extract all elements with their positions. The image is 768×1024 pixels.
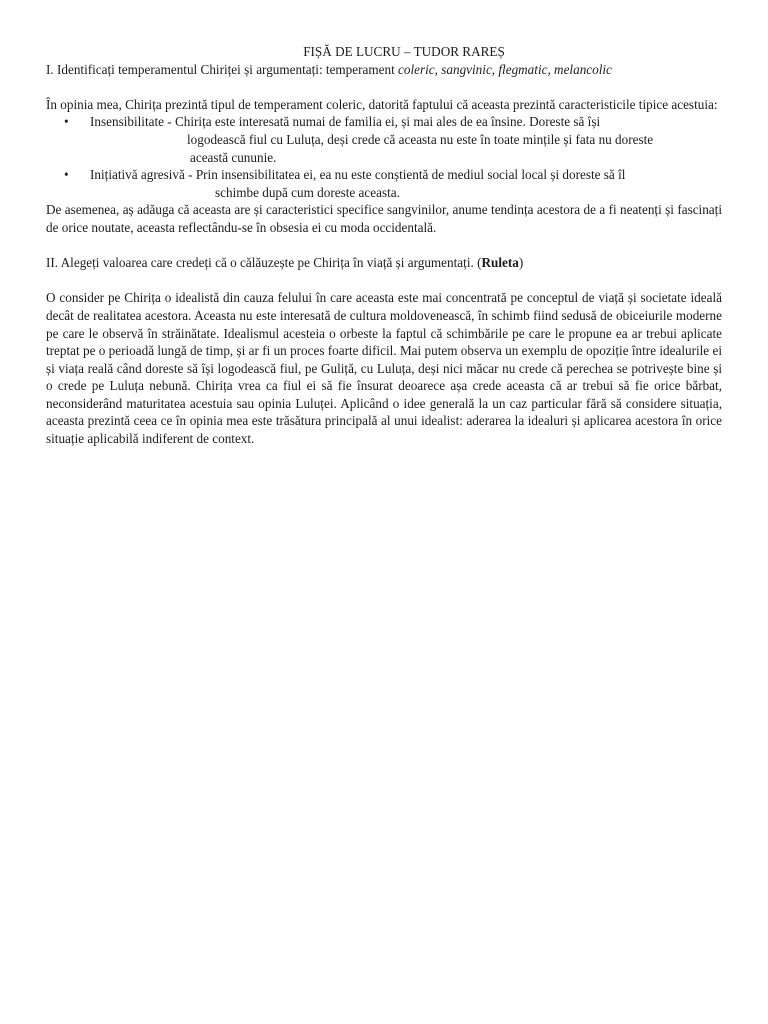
worksheet-content	[46, 43, 722, 448]
answer-1-intro: În opinia mea, Chirița prezintă tipul de temperament coleric, datorită faptului că aceasta prezintă caracteristicile tipice acestuia:	[46, 96, 718, 112]
question-2	[46, 254, 722, 272]
question-2-suffix: )	[518, 255, 524, 271]
trait-item-insensibilitate	[64, 113, 722, 166]
trait-1-line-2: logodească fiul cu Luluța, deși crede că aceasta nu este în toate mințile și fata nu doreste	[187, 131, 654, 147]
question-1-text: I. Identificați temperamentul Chiriței și argumentați: temperament	[46, 61, 399, 77]
spacer	[46, 237, 722, 255]
question-2-value: Ruleta	[481, 255, 519, 271]
question-2-text: II. Alegeți valoarea care credeți că o călăuzește pe Chirița în viață și argumentați. (	[46, 255, 482, 271]
trait-2-line-1: Inițiativă agresivă - Prin insensibilitatea ei, ea nu este conștientă de mediul social local și doreste să îl	[90, 167, 626, 183]
trait-list	[46, 113, 722, 201]
answer-2: O consider pe Chirița o idealistă din cauza felului în care aceasta este mai concentrată pe conceptul de viață și societate ideală decât de realitatea acestora. Aceasta nu este interesată de cultura moldovenească, în schimb fiind sedusă de obiceiurile moderne pe care le observă în străinătate. Idealismul acesteia o orbeste la faptul că schimbările pe care le propune ea ar trebui aplicate treptat pe o perioadă lungă de timp, și ar fi un proces foarte dificil. Mai putem observa un exemplu de opoziție între idealurile ei și viața reală când doreste să își logodească fiul, pe Guliță, cu Luluța, deși nici măcar nu crede că perechea se potrivește bine și o crede pe Luluța nebună. Chirița vrea ca fiul ei să fie însurat deoarece așa crede aceasta că ar trebui să fie orice bărbat, neconsiderând maturitatea acestuia sau opinia Luluței. Aplicând o idee generală la un caz particular fără să considere situația, aceasta prezintă ceea ce în opinia mea este trăsătura principală al unui idealist: aderarea la idealuri și aplicarea acestora în orice situație aplicabilă indiferent de context.	[46, 290, 722, 447]
spacer	[46, 272, 722, 290]
trait-1-line-3: această cununie.	[190, 149, 277, 165]
bullet-icon: •	[64, 167, 69, 183]
trait-2-line-2: schimbe după cum doreste aceasta.	[215, 184, 400, 200]
bullet-icon: •	[64, 114, 69, 130]
question-1	[46, 61, 722, 79]
trait-item-initiativa	[64, 166, 722, 201]
spacer	[46, 78, 722, 96]
answer-1-closing: De asemenea, aș adăuga că aceasta are și caracteristici specifice sangvinilor, anume tendința acestora de a fi neatenți și fascinați de orice noutate, aceasta reflectându-se în obsesia ei cu moda occidentală.	[46, 202, 722, 235]
trait-1-line-1: Insensibilitate - Chirița este interesată numai de familia ei, și mai ales de ea însine. Doreste să își	[90, 114, 601, 130]
question-1-options: coleric, sangvinic, flegmatic, melancolic	[398, 61, 612, 77]
document-title: FIȘĂ DE LUCRU – TUDOR RAREȘ	[303, 44, 505, 59]
